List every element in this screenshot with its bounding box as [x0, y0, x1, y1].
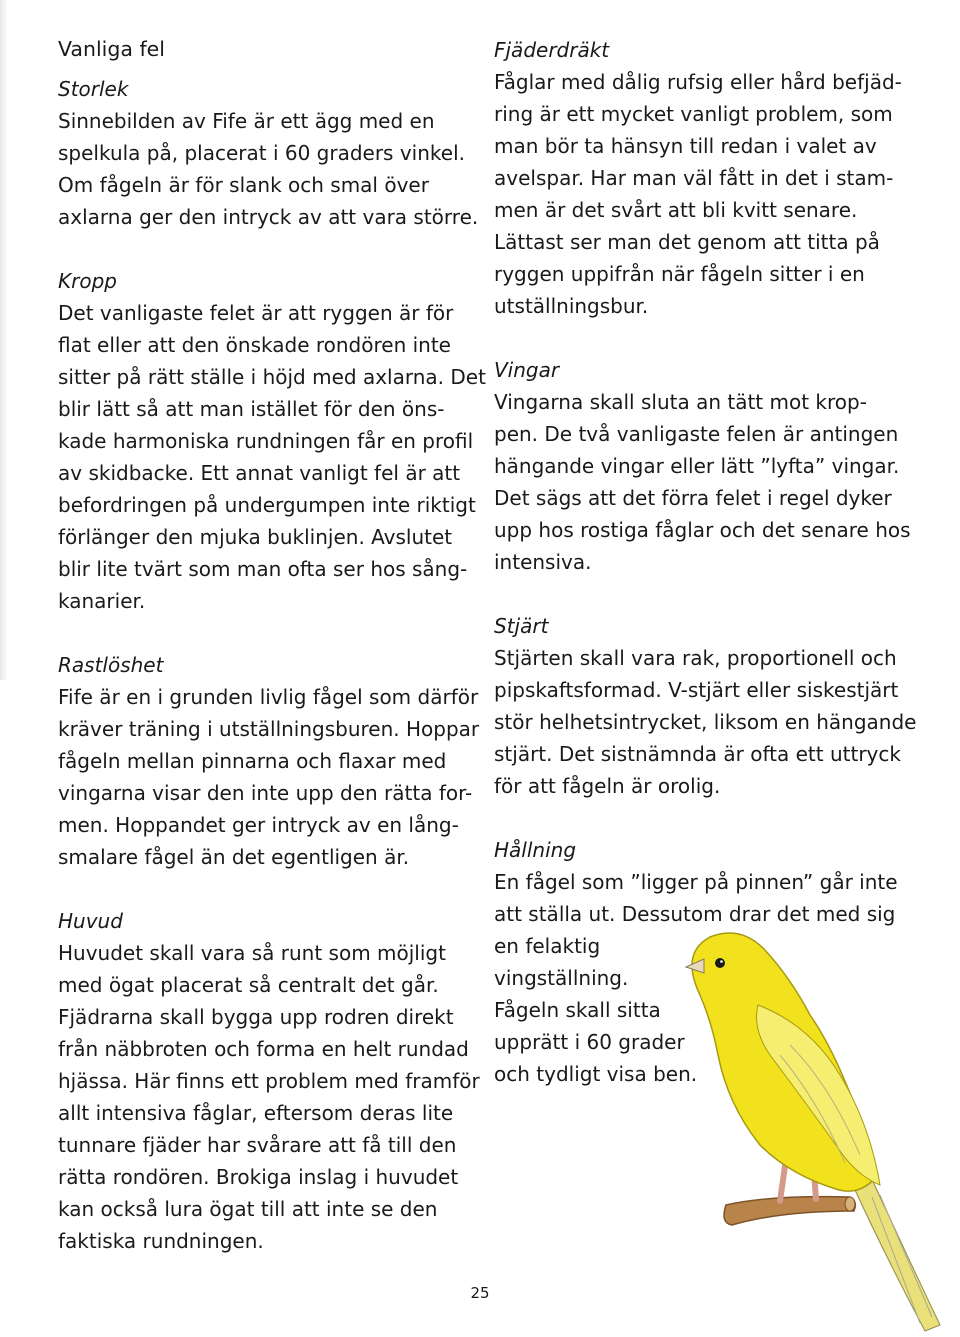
body-line: blir lite tvärt som man ofta ser hos sång- — [58, 557, 468, 581]
body-line: Fågeln skall sitta — [494, 998, 661, 1022]
body-line: spelkula på, placerat i 60 graders vinkel. — [58, 141, 465, 165]
section-heading: Vingar — [494, 358, 560, 382]
body-line: rätta rondören. Brokiga inslag i huvudet — [58, 1165, 459, 1189]
section-heading: Stjärt — [494, 614, 549, 638]
canary-illustration — [640, 905, 960, 1337]
body-line: fågeln mellan pinnarna och flaxar med — [58, 749, 447, 773]
body-line: en felaktig — [494, 934, 601, 958]
body-line: tunnare fjäder har svårare att få till den — [58, 1133, 457, 1157]
body-line: flat eller att den önskade rondören inte — [58, 333, 451, 357]
section-storlek — [58, 73, 478, 233]
body-line: pipskaftsformad. V-stjärt eller siskestjärt — [494, 678, 899, 702]
section-rastloshet — [58, 649, 478, 873]
body-line: upprätt i 60 grader — [494, 1030, 685, 1054]
body-line: hängande vingar eller lätt ”lyfta” vingar. — [494, 454, 900, 478]
body-line: och tydligt visa ben. — [494, 1062, 698, 1086]
body-line: med ögat placerat så centralt det går. — [58, 973, 439, 997]
body-line: kräver träning i utställningsburen. Hoppar — [58, 717, 480, 741]
body-line: Det vanligaste felet är att ryggen är för — [58, 301, 454, 325]
tail — [855, 1175, 940, 1331]
body-line: kanarier. — [58, 589, 146, 613]
body-line: Det sägs att det förra felet i regel dyker — [494, 486, 892, 510]
section-heading: Storlek — [58, 77, 129, 101]
body-line: intensiva. — [494, 550, 592, 574]
body-line: Sinnebilden av Fife är ett ägg med en — [58, 109, 435, 133]
body-line: men är det svårt att bli kvitt senare. — [494, 198, 858, 222]
section-huvud — [58, 905, 478, 1257]
body-line: för att fågeln är orolig. — [494, 774, 721, 798]
body-line: stjärt. Det sistnämnda är ofta ett uttryck — [494, 742, 901, 766]
body-line: Lättast ser man det genom att titta på — [494, 230, 880, 254]
body-line: kan också lura ögat till att inte se den — [58, 1197, 438, 1221]
body-line: hjässa. Här finns ett problem med framför — [58, 1069, 480, 1093]
body-line: Stjärten skall vara rak, proportionell och — [494, 646, 897, 670]
body-line: av skidbacke. Ett annat vanligt fel är att — [58, 461, 461, 485]
page-edge-shadow — [0, 0, 8, 680]
body-line: Om fågeln är för slank och smal över — [58, 173, 429, 197]
body-line: sitter på rätt ställe i höjd med axlarna. Det — [58, 365, 486, 389]
section-kropp — [58, 265, 486, 617]
body-line: allt intensiva fåglar, eftersom deras lite — [58, 1101, 454, 1125]
body-line: att ställa ut. Dessutom drar det med sig — [494, 902, 896, 926]
perch — [724, 1197, 855, 1225]
body-line: kade harmoniska rundningen får en profil — [58, 429, 474, 453]
body-line: vingarna visar den inte upp den rätta for- — [58, 781, 473, 805]
body-line: man bör ta hänsyn till redan i valet av — [494, 134, 877, 158]
body-line: stör helhetsintrycket, liksom en hängande — [494, 710, 917, 734]
body-line: Vingarna skall sluta an tätt mot krop- — [494, 390, 867, 414]
body-line: axlarna ger den intryck av att vara större. — [58, 205, 479, 229]
body-line: vingställning. — [494, 966, 629, 990]
section-heading: Fjäderdräkt — [494, 38, 610, 62]
section-heading: Hållning — [494, 838, 577, 862]
page-number: 25 — [470, 1284, 490, 1302]
body-line: Fjädrarna skall bygga upp rodren direkt — [58, 1005, 454, 1029]
body-line: pen. De två vanligaste felen är antingen — [494, 422, 899, 446]
body-line: befordringen på undergumpen inte riktigt — [58, 493, 476, 517]
section-heading: Kropp — [58, 269, 117, 293]
body-line: från näbbroten och forma en helt rundad — [58, 1037, 469, 1061]
body-line: men. Hoppandet ger intryck av en lång- — [58, 813, 459, 837]
page-title: Vanliga fel — [58, 37, 165, 61]
left-column — [58, 34, 486, 1257]
body-line: Huvudet skall vara så runt som möjligt — [58, 941, 446, 965]
section-heading: Huvud — [58, 909, 123, 933]
section-stjart — [494, 610, 917, 802]
body-line: utställningsbur. — [494, 294, 649, 318]
section-heading: Rastlöshet — [58, 653, 164, 677]
body-line: ring är ett mycket vanligt problem, som — [494, 102, 893, 126]
body-line: blir lätt så att man istället för den öns- — [58, 397, 445, 421]
body-line: upp hos rostiga fåglar och det senare hos — [494, 518, 911, 542]
body-line: avelspar. Har man väl fått in det i stam- — [494, 166, 894, 190]
eye — [715, 958, 725, 968]
body-line: ryggen uppifrån när fågeln sitter i en — [494, 262, 865, 286]
section-fjaderdrakt — [494, 34, 914, 322]
body-line: faktiska rundningen. — [58, 1229, 264, 1253]
body-line: förlänger den mjuka buklinjen. Avslutet — [58, 525, 453, 549]
section-vingar — [494, 354, 914, 578]
body-line: Fife är en i grunden livlig fågel som därför — [58, 685, 479, 709]
body-line: En fågel som ”ligger på pinnen” går inte — [494, 870, 898, 894]
body-line: smalare fågel än det egentligen är. — [58, 845, 410, 869]
body-line: Fåglar med dålig rufsig eller hård befjäd- — [494, 70, 902, 94]
